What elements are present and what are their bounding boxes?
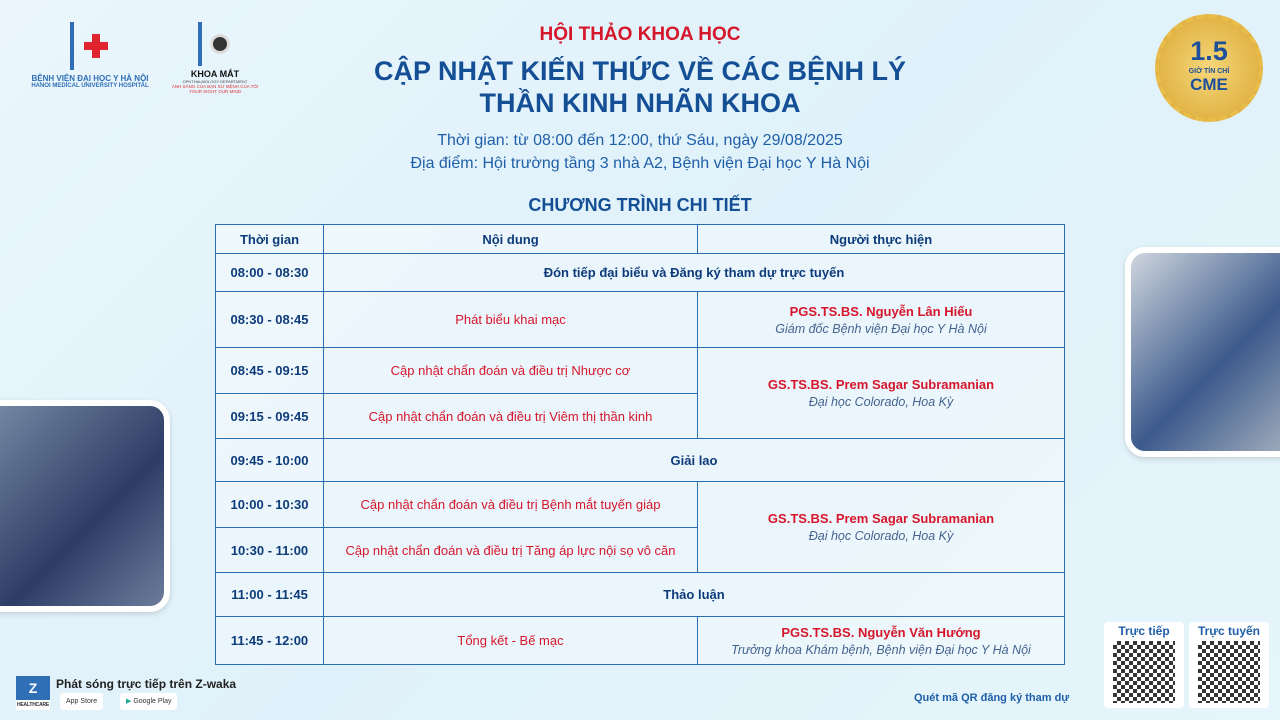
row-content: Đón tiếp đại biểu và Đăng ký tham dự trực tuyến [324,254,1065,292]
title-line-1: CẬP NHẬT KIẾN THỨC VỀ CÁC BỆNH LÝ [374,56,906,86]
app-store-button[interactable] [60,693,103,710]
dept-name-en: OPHTHALMOLOGY DEPARTMENT [182,79,248,84]
table-row [216,348,1065,394]
zwaka-tag: HEALTHCARE [16,702,50,708]
table-row [216,439,1065,482]
table-header [216,225,1065,254]
app-store-label: App Store [66,698,98,705]
row-speaker [698,617,1065,665]
event-info [0,129,1280,175]
col-time: Thời gian [216,225,324,254]
event-time: Thời gian: từ 08:00 đến 12:00, thứ Sáu, ngày 29/08/2025 [437,132,843,149]
qr-online[interactable] [1189,622,1269,708]
surgery-photo [0,400,170,612]
row-speaker [698,348,1065,439]
scan-instruction: Quét mã QR đăng ký tham dự [914,692,1070,704]
qr-code-icon [1198,641,1260,703]
row-speaker [698,482,1065,573]
zwaka-logo [16,676,50,710]
qr-live[interactable] [1104,622,1184,708]
title-line-2: THẦN KINH NHÃN KHOA [479,88,801,118]
eye-exam-photo [1125,247,1280,457]
row-content: Cập nhật chẩn đoán và điều trị Tăng áp lực nội sọ vô căn [324,528,698,573]
speaker-affiliation: Đại học Colorado, Hoa Kỳ [808,529,954,543]
speaker-affiliation: Đại học Colorado, Hoa Kỳ [808,395,954,409]
col-content: Nội dung [324,225,698,254]
speaker-affiliation: Trưởng khoa Khám bệnh, Bệnh viện Đại học Y Hà Nội [731,642,1031,657]
row-content: Giải lao [324,439,1065,482]
speaker-affiliation: Giám đốc Bệnh viện Đại học Y Hà Nội [775,321,987,336]
table-row [216,617,1065,665]
row-time: 10:30 - 11:00 [216,528,324,573]
table-row [216,573,1065,617]
row-content: Cập nhật chẩn đoán và điều trị Viêm thị thần kinh [324,394,698,439]
row-speaker [698,292,1065,348]
row-time: 09:45 - 10:00 [216,439,324,482]
row-time: 11:00 - 11:45 [216,573,324,617]
speaker-name: PGS.TS.BS. Nguyễn Lân Hiếu [789,303,973,319]
table-row [216,482,1065,528]
slogan-vn: ÁNH SÁNG CỦA BẠN SỨ MỆNH CỦA TÔI [171,84,259,89]
row-content: Phát biểu khai mạc [324,292,698,348]
col-speaker: Người thực hiện [698,225,1065,254]
hospital-name: BỆNH VIỆN ĐẠI HỌC Y HÀ NỘI [31,74,149,83]
table-row [216,292,1065,348]
speaker-name: PGS.TS.BS. Nguyễn Văn Hướng [781,624,981,640]
cme-unit: GIỜ TÍN CHỈ [1188,68,1230,75]
speaker-name: GS.TS.BS. Prem Sagar Subramanian [767,511,995,526]
cme-label: CME [1190,75,1228,94]
event-venue: Địa điểm: Hội trường tầng 3 nhà A2, Bệnh viện Đại học Y Hà Nội [410,155,870,172]
qr-live-label: Trực tiếp [1118,624,1170,638]
broadcast-text: Phát sóng trực tiếp trên Z-waka [56,677,237,691]
google-play-label: Google Play [133,698,172,705]
row-time: 10:00 - 10:30 [216,482,324,528]
row-time: 08:00 - 08:30 [216,254,324,292]
row-content: Tổng kết - Bế mạc [324,617,698,665]
zwaka-cloud-icon: Z [16,676,50,700]
row-time: 09:15 - 09:45 [216,394,324,439]
program-table [215,224,1065,665]
cme-value: 1.5 [1190,36,1228,66]
qr-code-icon [1113,641,1175,703]
row-time: 08:30 - 08:45 [216,292,324,348]
row-time: 08:45 - 09:15 [216,348,324,394]
play-icon: ▶ [126,698,134,705]
table-row [216,254,1065,292]
speaker-name: GS.TS.BS. Prem Sagar Subramanian [767,377,995,392]
row-content: Cập nhật chẩn đoán và điều trị Nhược cơ [324,348,698,394]
event-title [0,55,1280,119]
dept-name: KHOA MẮT [190,69,240,79]
row-content: Thảo luận [324,573,1065,617]
cme-badge [1155,14,1263,122]
hospital-name-en: HANOI MEDICAL UNIVERSITY HOSPITAL [31,83,149,89]
google-play-button[interactable] [120,693,177,710]
event-type: HỘI THẢO KHOA HỌC [539,24,741,45]
qr-online-label: Trực tuyến [1197,624,1261,638]
program-title: CHƯƠNG TRÌNH CHI TIẾT [528,195,752,215]
row-time: 11:45 - 12:00 [216,617,324,665]
row-content: Cập nhật chẩn đoán và điều trị Bệnh mắt tuyến giáp [324,482,698,528]
slogan-en: YOUR SIGHT OUR MIND [189,89,241,94]
